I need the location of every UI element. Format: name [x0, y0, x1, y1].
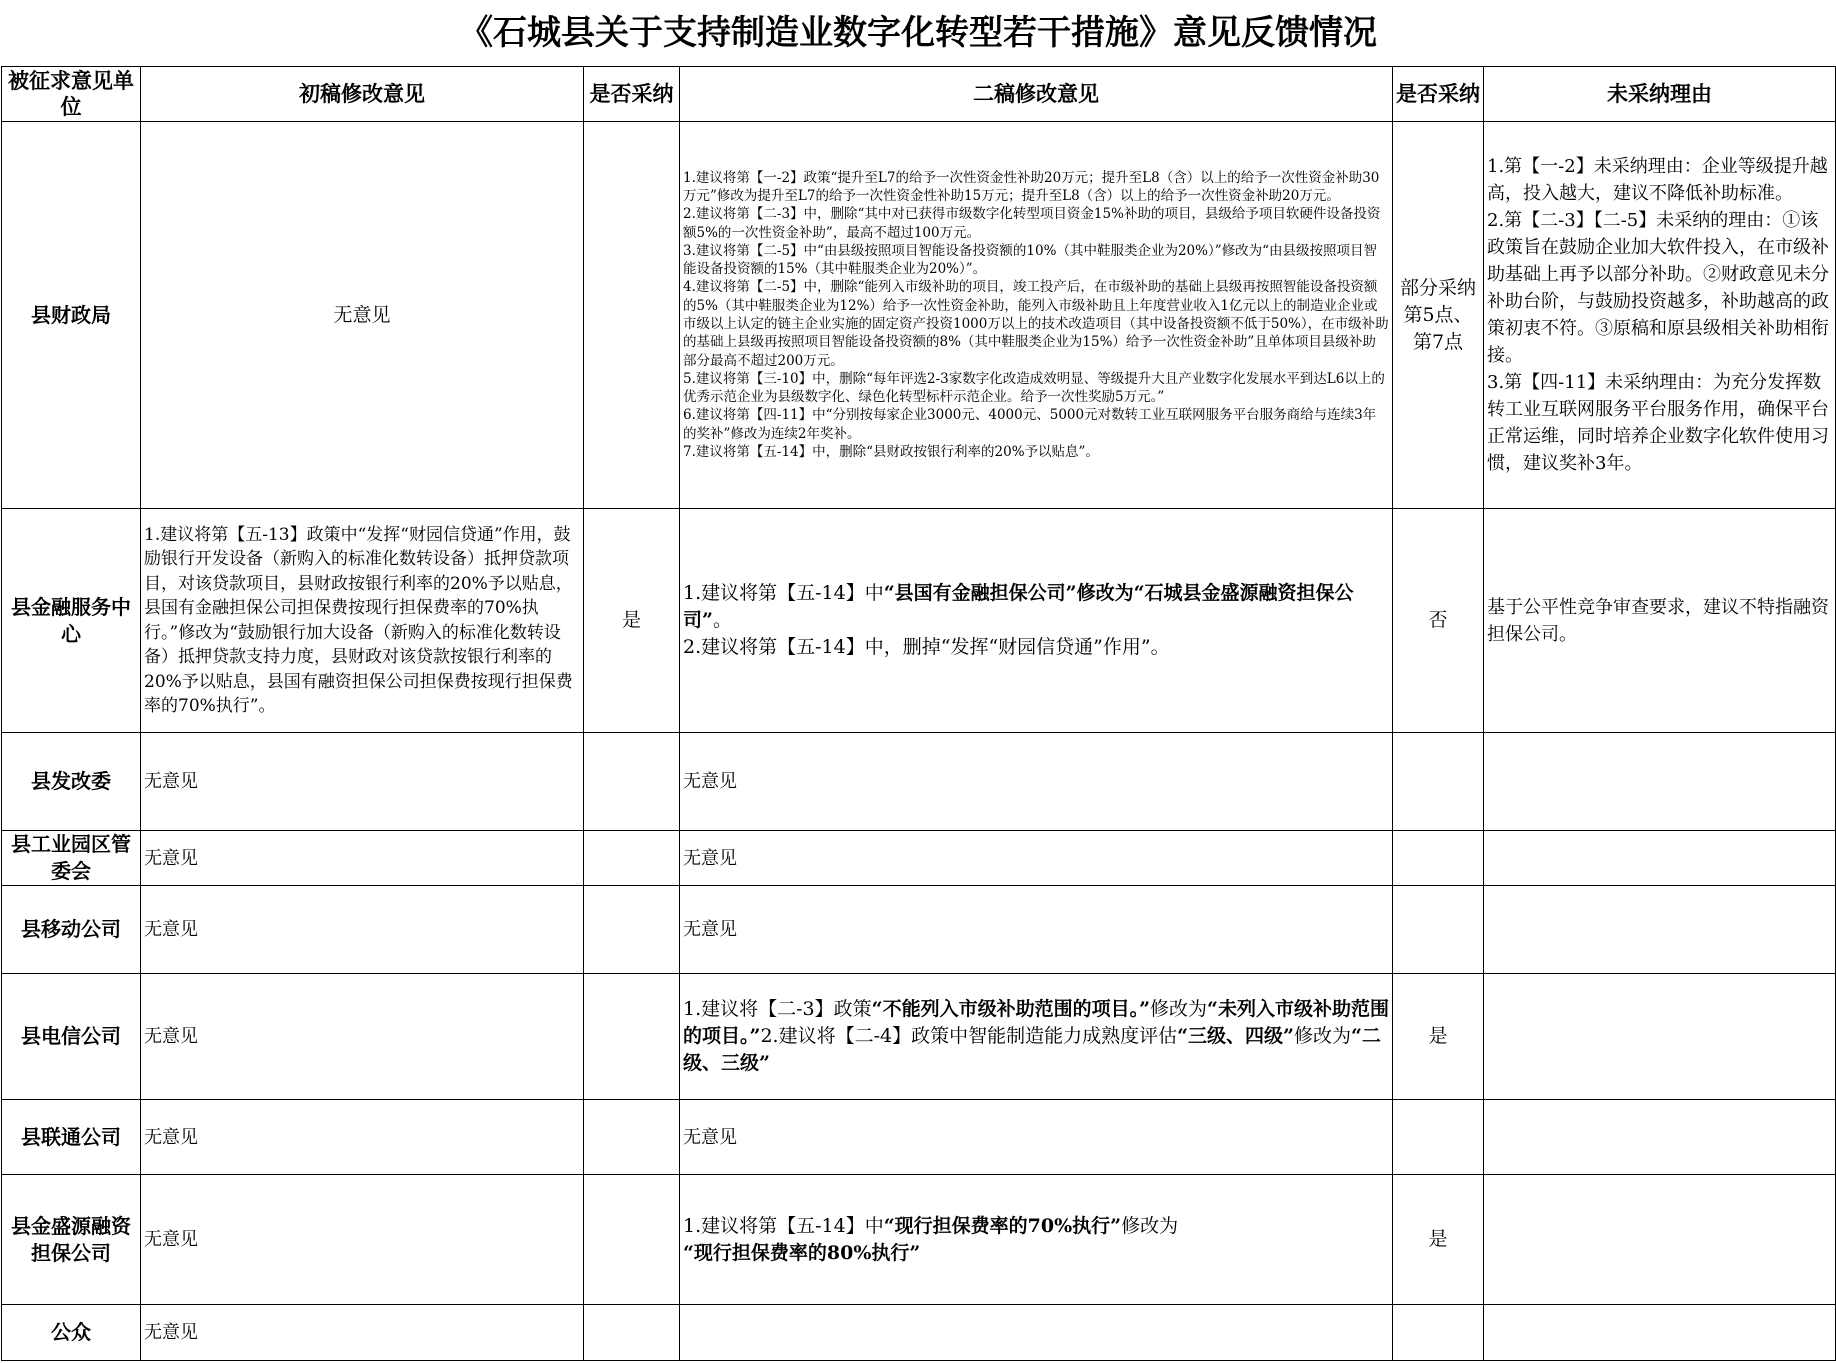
- table-row-unicom: [2, 1100, 1836, 1175]
- header-unit: 被征求意见单位: [2, 67, 141, 122]
- second-draft-cell: [680, 1305, 1393, 1361]
- first-draft-cell: 无意见: [141, 1305, 584, 1361]
- header-row: [2, 67, 1836, 122]
- second-draft-cell: [680, 974, 1393, 1100]
- unit-cell: 县发改委: [2, 733, 141, 831]
- second-draft-item: 2.建议将第【二-3】中，删除“其中对已获得市级数字化转型项目资金15%补助的项目，县级给予项目软硬件设备投资额5%的一次性资金补助”，最高不超过100万元。: [683, 206, 1381, 241]
- second-draft-item: 6.建议将第【四-11】中“分别按每家企业3000元、4000元、5000元对数转工业互联网服务平台服务商给与连续3年的奖补”修改为连续2年奖补。: [683, 407, 1377, 442]
- table-row-finservice: [2, 509, 1836, 733]
- second-draft-item: 5.建议将第【三-10】中，删除“每年评选2-3家数字化改造成效明显、等级提升大且产业数字化发展水平到达L6以上的优秀示范企业为县级数字化、绿色化转型标杆示范企业。给予一次性奖励5万元。”: [683, 370, 1385, 406]
- reason-cell: [1484, 831, 1836, 886]
- second-draft-cell: 无意见: [680, 831, 1393, 886]
- adopted-1-cell: 是: [584, 509, 680, 733]
- table-row-telecom: [2, 974, 1836, 1100]
- adopted-2-cell: 是: [1393, 974, 1484, 1100]
- table-row-finance: [2, 122, 1836, 509]
- second-draft-cell: [680, 122, 1393, 509]
- second-draft-bold: “未列入市级补助范围的项目。”: [683, 998, 1389, 1047]
- adopted-1-cell: [584, 831, 680, 886]
- reason-cell: [1484, 1100, 1836, 1175]
- reason-cell: [1484, 733, 1836, 831]
- second-draft-bold: “现行担保费率的70%执行”: [883, 1214, 1122, 1237]
- header-reason: 未采纳理由: [1484, 67, 1836, 122]
- adopted-2-cell: [1393, 1305, 1484, 1361]
- second-draft-text: 1.建议将第【五-14】中: [683, 582, 884, 604]
- second-draft-cell: 无意见: [680, 1100, 1393, 1175]
- second-draft-cell: [680, 1175, 1393, 1305]
- header-adopted-2: 是否采纳: [1393, 67, 1484, 122]
- adopted-2-cell: [1393, 886, 1484, 974]
- second-draft-bold: “不能列入市级补助范围的项目。”: [871, 998, 1150, 1020]
- adopted-2-cell: [1393, 1100, 1484, 1175]
- header-second-draft: 二稿修改意见: [680, 67, 1393, 122]
- second-draft-text: 修改为: [1121, 1214, 1179, 1237]
- first-draft-cell: 无意见: [141, 974, 584, 1100]
- second-draft-bold: “二级、三级”: [683, 1025, 1381, 1074]
- unit-cell: 县金盛源融资担保公司: [2, 1175, 141, 1305]
- adopted-1-cell: [584, 122, 680, 509]
- adopted-2-cell: 否: [1393, 509, 1484, 733]
- second-draft-text: 1.建议将【二-3】政策: [683, 998, 872, 1020]
- second-draft-cell: [680, 509, 1393, 733]
- adopted-1-cell: [584, 1305, 680, 1361]
- reason-item: 1.第【一-2】未采纳理由：企业等级提升越高，投入越大，建议不降低补助标准。: [1487, 156, 1828, 204]
- second-draft-text: 2.建议将【二-4】政策中智能制造能力成熟度评估: [760, 1025, 1178, 1047]
- unit-cell: 县金融服务中心: [2, 509, 141, 733]
- unit-cell: 县联通公司: [2, 1100, 141, 1175]
- feedback-table: [1, 66, 1836, 1361]
- second-draft-item: 2.建议将第【五-14】中，删掉“发挥“财园信贷通”作用”。: [683, 636, 1170, 658]
- second-draft-item: 1.建议将第【一-2】政策“提升至L7的给予一次性资金性补助20万元；提升至L8（含）以上的给予一次性资金补助30万元”修改为提升至L7的给予一次性资金性补助15万元；提升至L8（含）以上的给予一次性资金补助20万元。: [683, 169, 1380, 204]
- second-draft-text: 修改为: [1293, 1025, 1351, 1047]
- adopted-2-cell: [1393, 831, 1484, 886]
- adopted-2-cell: 部分采纳第5点、第7点: [1393, 122, 1484, 509]
- adopted-1-cell: [584, 1100, 680, 1175]
- reason-cell: [1484, 974, 1836, 1100]
- unit-cell: 县移动公司: [2, 886, 141, 974]
- first-draft-cell: 无意见: [141, 122, 584, 509]
- adopted-2-cell: [1393, 733, 1484, 831]
- unit-cell: 县电信公司: [2, 974, 141, 1100]
- adopted-1-cell: [584, 886, 680, 974]
- table-row-public: [2, 1305, 1836, 1361]
- first-draft-cell: 无意见: [141, 1100, 584, 1175]
- second-draft-bold: “现行担保费率的80%执行”: [683, 1241, 921, 1264]
- table-row-guarantee: [2, 1175, 1836, 1305]
- reason-cell: 基于公平性竞争审查要求，建议不特指融资担保公司。: [1484, 509, 1836, 733]
- header-adopted-1: 是否采纳: [584, 67, 680, 122]
- second-draft-text: 1.建议将第【五-14】中: [683, 1214, 884, 1237]
- reason-item: 3.第【四-11】未采纳理由：为充分发挥数转工业互联网服务平台服务作用，确保平台正常运维，同时培养企业数字化软件使用习惯，建议奖补3年。: [1487, 372, 1829, 474]
- adopted-1-cell: [584, 974, 680, 1100]
- first-draft-cell: 1.建议将第【五-13】政策中“发挥“财园信贷通”作用，鼓励银行开发设备（新购入的标准化数转设备）抵押贷款项目，对该贷款项目，县财政按银行利率的20%予以贴息，县国有金融担保公司担保费按现行担保费率的70%执行。”修改为“鼓励银行加大设备（新购入的标准化数转设备）抵押贷款支持力度，县财政对该贷款按银行利率的20%予以贴息，县国有融资担保公司担保费按现行担保费率的70%执行”。: [141, 509, 584, 733]
- adopted-2-cell: 是: [1393, 1175, 1484, 1305]
- adopted-1-cell: [584, 733, 680, 831]
- adopted-1-cell: [584, 1175, 680, 1305]
- second-draft-item: 3.建议将第【二-5】中“由县级按照项目智能设备投资额的10%（其中鞋服类企业为20%）”修改为“由县级按照项目智能设备投资额的15%（其中鞋服类企业为20%）”。: [683, 242, 1377, 278]
- first-draft-cell: 无意见: [141, 1175, 584, 1305]
- reason-cell: [1484, 886, 1836, 974]
- reason-cell: [1484, 1305, 1836, 1361]
- header-first-draft: 初稿修改意见: [141, 67, 584, 122]
- reason-cell: [1484, 1175, 1836, 1305]
- reason-item: 2.第【二-3】【二-5】未采纳的理由：①该政策旨在鼓励企业加大软件投入，在市级补助基础上再予以部分补助。②财政意见未分补助台阶，与鼓励投资越多，补助越高的政策初衷不符。③原稿和原县级相关补助相衔接。: [1487, 210, 1829, 366]
- table-row-mobile: [2, 886, 1836, 974]
- second-draft-cell: 无意见: [680, 886, 1393, 974]
- second-draft-text: 。: [712, 609, 732, 631]
- second-draft-item: 7.建议将第【五-14】中，删除“县财政按银行利率的20%予以贴息”。: [683, 444, 1099, 461]
- table-row-drc: [2, 733, 1836, 831]
- second-draft-text: 修改为: [1150, 998, 1208, 1020]
- second-draft-item: 4.建议将第【二-5】中，删除“能列入市级补助的项目，竣工投产后，在市级补助的基础上县级再按照智能设备投资额的5%（其中鞋服类企业为12%）给予一次性资金补助，能列入市级补助且上年度营业收入1亿元以上的制造业企业或市级以上认定的链主企业实施的固定资产投资1000万以上的技术改造项目（其中设备投资额不低于50%），在市级补助的基础上县级再按照项目智能设备投资额的8%（其中鞋服类企业为15%）给予一次性资金补助”且单体项目县级补助部分最高不超过200万元。: [683, 279, 1389, 369]
- unit-cell: 县财政局: [2, 122, 141, 509]
- first-draft-cell: 无意见: [141, 831, 584, 886]
- second-draft-cell: 无意见: [680, 733, 1393, 831]
- table-row-park: [2, 831, 1836, 886]
- second-draft-bold: “三级、四级”: [1177, 1025, 1294, 1047]
- second-draft-bold: “县国有金融担保公司”修改为“石城县金盛源融资担保公司”: [683, 582, 1354, 631]
- first-draft-cell: 无意见: [141, 886, 584, 974]
- unit-cell: 县工业园区管委会: [2, 831, 141, 886]
- reason-cell: [1484, 122, 1836, 509]
- first-draft-cell: 无意见: [141, 733, 584, 831]
- page-title: 《石城县关于支持制造业数字化转型若干措施》意见反馈情况: [459, 13, 1377, 53]
- unit-cell: 公众: [2, 1305, 141, 1361]
